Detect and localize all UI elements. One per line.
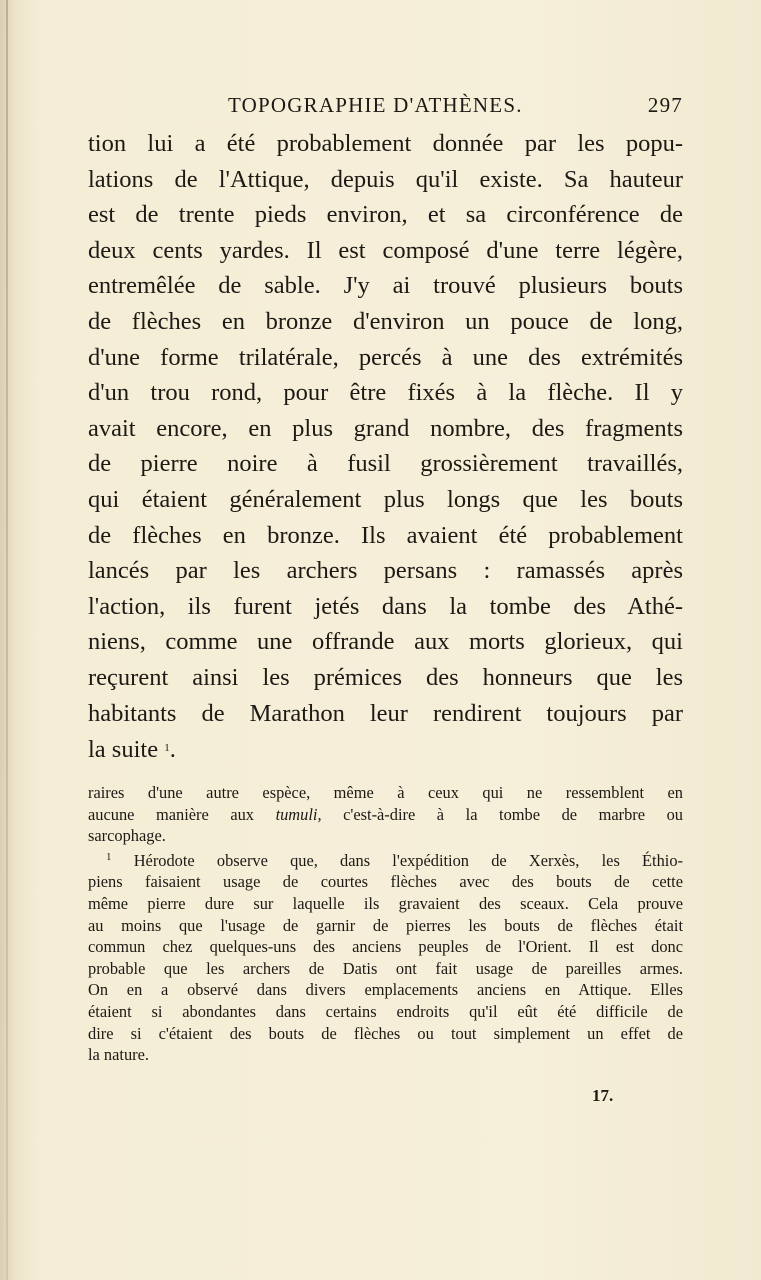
signature-mark: 17. — [592, 1086, 614, 1105]
footnote-line: piens faisaient usage de courtes flèches avec des bouts de cette — [88, 872, 683, 892]
text-line: de pierre noire à fusil grossièrement travaillés, — [88, 450, 683, 478]
text-line: entremêlée de sable. J'y ai trouvé plusieurs bouts — [88, 272, 683, 300]
footnote-line — [88, 847, 683, 872]
text-line: de flèches en bronze d'environ un pouce de long, — [88, 307, 683, 335]
text-line: habitants de Marathon leur rendirent toujours par — [88, 699, 683, 727]
text-line: deux cents yardes. Il est composé d'une terre légère, — [88, 236, 683, 264]
last-line-period: . — [169, 736, 176, 764]
footnote-line: commun chez quelques-uns des anciens peuples de l'Orient. Il est donc — [88, 937, 683, 957]
footnote-line: probable que les archers de Datis ont fait usage de pareilles armes. — [88, 958, 683, 978]
footnote-line — [88, 804, 683, 826]
footnote-line: raires d'une autre espèce, même à ceux qui ne ressemblent en — [88, 783, 683, 802]
footnotes — [88, 782, 683, 1066]
footnote-text: aucune manière aux — [88, 804, 276, 824]
text-line: l'action, ils furent jetés dans la tombe des Athé- — [88, 592, 683, 620]
running-title: TOPOGRAPHIE D'ATHÈNES. — [228, 93, 523, 117]
footnote-text: Hérodote observe que, dans l'expédition de Xerxès, les Éthio- — [133, 850, 683, 870]
text-line-last — [88, 731, 683, 768]
footnote-line: sarcophage. — [88, 826, 166, 846]
footnote-line: la nature. — [88, 1045, 149, 1065]
page-number: 297 — [647, 93, 683, 117]
text-line: d'une forme trilatérale, percés à une des extrémités — [88, 343, 683, 371]
footnote-text: c'est-à-dire à la tombe de marbre ou — [321, 804, 683, 824]
footnote-italic: tumuli, — [275, 804, 322, 824]
footnote-marker: 1 — [164, 742, 170, 755]
footnote-line: dire si c'étaient des bouts de flèches ou tout simplement un effet de — [88, 1023, 683, 1043]
binding-edge — [6, 0, 8, 1280]
last-line-text: la suite — [88, 736, 159, 764]
text-line: lations de l'Attique, depuis qu'il existe. Sa hauteur — [88, 165, 683, 193]
text-line: est de trente pieds environ, et sa circonférence de — [88, 201, 683, 229]
text-line: reçurent ainsi les prémices des honneurs que les — [88, 663, 683, 691]
text-line: qui étaient généralement plus longs que les bouts — [88, 485, 683, 513]
footnote-line: On en a observé dans divers emplacements anciens en Attique. Elles — [88, 980, 683, 1000]
text-line: niens, comme une offrande aux morts glorieux, qui — [88, 628, 683, 656]
footnote-line: même pierre dure sur laquelle ils gravaient des sceaux. Cela prouve — [88, 893, 683, 913]
footnote-number: 1 — [106, 850, 112, 863]
text-line: avait encore, en plus grand nombre, des fragments — [88, 414, 683, 442]
footnote-line: étaient si abondantes dans certains endroits qu'il eût été difficile de — [88, 1001, 683, 1021]
text-line: d'un trou rond, pour être fixés à la flèche. Il y — [88, 379, 683, 407]
text-line: lancés par les archers persans : ramassés après — [88, 557, 683, 585]
footnote-line: au moins que l'usage de garnir de pierres les bouts de flèches était — [88, 915, 683, 935]
main-text — [88, 126, 683, 768]
running-header — [88, 93, 683, 123]
text-line: de flèches en bronze. Ils avaient été probablement — [88, 521, 683, 549]
text-line: tion lui a été probablement donnée par les popu- — [88, 130, 683, 157]
